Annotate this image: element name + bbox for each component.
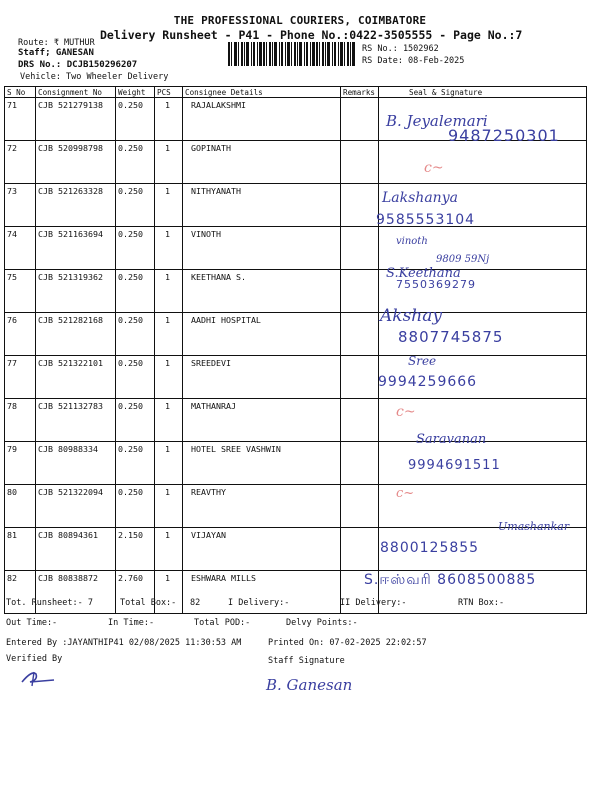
row-sno: 75 (5, 270, 36, 313)
row-weight: 0.250 (116, 313, 155, 356)
total-pod-label: Total POD:- (194, 618, 251, 628)
row-pcs: 1 (155, 227, 183, 270)
row-consignment-no: CJB 521279138 (36, 98, 116, 141)
out-time-label: Out Time:- (6, 618, 58, 628)
rs-number: RS No.: 1502962 (362, 44, 439, 54)
row-sno: 78 (5, 399, 36, 442)
handwritten-phone: 8807745875 (398, 328, 504, 346)
row-pcs: 1 (155, 270, 183, 313)
handwritten-phone: 8800125855 (380, 540, 480, 556)
row-remarks (341, 98, 379, 141)
col-header-sno: S No (5, 87, 36, 98)
delvy-points-label: Delvy Points:- (286, 618, 358, 628)
row-consignment-no: CJB 80988334 (36, 442, 116, 485)
row-remarks (341, 528, 379, 571)
row-weight: 0.250 (116, 98, 155, 141)
table-row (5, 227, 587, 270)
row-consignee: VIJAYAN (183, 528, 341, 571)
row-weight: 0.250 (116, 184, 155, 227)
row-consignee: ESHWARA MILLS (183, 571, 341, 614)
stamp-mark: c~ (396, 404, 416, 420)
row-consignment-no: CJB 521282168 (36, 313, 116, 356)
row-consignee: REAVTHY (183, 485, 341, 528)
row-consignment-no: CJB 520998798 (36, 141, 116, 184)
runsheet-table (4, 86, 587, 614)
col-header-remarks: Remarks (341, 87, 379, 98)
i-delivery-label: I Delivery:- (228, 598, 290, 608)
row-remarks (341, 270, 379, 313)
row-remarks (341, 227, 379, 270)
row-consignee: SREEDEVI (183, 356, 341, 399)
drs-number: DRS No.: DCJB150296207 (18, 60, 138, 70)
row-consignee: AADHI HOSPITAL (183, 313, 341, 356)
row-consignee: GOPINATH (183, 141, 341, 184)
handwritten-phone: 9585553104 (376, 212, 476, 228)
col-header-consignee: Consignee Details (183, 87, 341, 98)
company-name: THE PROFESSIONAL COURIERS, COIMBATORE (173, 14, 427, 27)
table-row (5, 528, 587, 571)
row-sno: 72 (5, 141, 36, 184)
stamp-mark: c~ (424, 160, 444, 176)
row-remarks (341, 356, 379, 399)
col-header-seal-signature: Seal & Signature (379, 87, 587, 98)
staff-signature-label: Staff Signature (268, 656, 345, 666)
table-header-row (5, 87, 587, 98)
row-weight: 0.250 (116, 227, 155, 270)
runsheet-title: Delivery Runsheet - P41 - Phone No.:0422-3505555 - Page No.:7 (100, 28, 523, 42)
row-sno: 82 (5, 571, 36, 614)
table-row (5, 141, 587, 184)
row-sno: 79 (5, 442, 36, 485)
row-signature (379, 141, 587, 184)
handwritten-signature: Sree (408, 354, 437, 368)
row-consignee: KEETHANA S. (183, 270, 341, 313)
row-sno: 81 (5, 528, 36, 571)
row-consignment-no: CJB 521163694 (36, 227, 116, 270)
row-weight: 0.250 (116, 442, 155, 485)
row-consignee: NITHYANATH (183, 184, 341, 227)
row-pcs: 1 (155, 184, 183, 227)
row-pcs: 1 (155, 442, 183, 485)
handwritten-signature: Lakshanya (382, 190, 458, 206)
col-header-weight: Weight (116, 87, 155, 98)
handwritten-signature: Saravanan (416, 432, 487, 447)
row-weight: 0.250 (116, 356, 155, 399)
staff-signature: B. Ganesan (266, 676, 353, 694)
printed-on: Printed On: 07-02-2025 22:02:57 (268, 638, 427, 648)
row-consignee: VINOTH (183, 227, 341, 270)
handwritten-phone: 9994691511 (408, 458, 501, 473)
row-consignment-no: CJB 521319362 (36, 270, 116, 313)
verified-by-label: Verified By (6, 654, 63, 664)
row-consignment-no: CJB 80894361 (36, 528, 116, 571)
row-pcs: 1 (155, 528, 183, 571)
row-sno: 74 (5, 227, 36, 270)
table-row (5, 270, 587, 313)
row-weight: 2.760 (116, 571, 155, 614)
row-pcs: 1 (155, 141, 183, 184)
handwritten-phone: 9487250301 (448, 126, 560, 145)
row-consignment-no: CJB 80838872 (36, 571, 116, 614)
rs-date: RS Date: 08-Feb-2025 (362, 56, 465, 66)
in-time-label: In Time:- (108, 618, 155, 628)
vehicle-label: Vehicle: Two Wheeler Delivery (20, 72, 169, 82)
row-pcs: 1 (155, 356, 183, 399)
handwritten-signature: Akshay (380, 306, 442, 326)
handwritten-note: S.ஈஸ்வரி 8608500885 (364, 572, 537, 588)
table-row (5, 184, 587, 227)
handwritten-phone: 9809 59Nj (436, 254, 490, 265)
row-remarks (341, 141, 379, 184)
staff-label: Staff; GANESAN (18, 48, 94, 58)
row-pcs: 1 (155, 98, 183, 141)
total-box-label: Total Box:- (120, 598, 177, 608)
row-remarks (341, 399, 379, 442)
handwritten-phone: 9994259666 (378, 374, 478, 390)
row-consignee: HOTEL SREE VASHWIN (183, 442, 341, 485)
row-consignment-no: CJB 521132783 (36, 399, 116, 442)
handwritten-signature: Umashankar (498, 520, 570, 533)
total-runsheet: Tot. Runsheet:- 7 (6, 598, 93, 608)
handwritten-signature: B. Jeyalemari (386, 112, 488, 130)
row-pcs: 1 (155, 571, 183, 614)
row-pcs: 1 (155, 399, 183, 442)
row-weight: 0.250 (116, 270, 155, 313)
rtn-box-label: RTN Box:- (458, 598, 505, 608)
handwritten-phone: 7550369279 (396, 278, 476, 291)
row-sno: 71 (5, 98, 36, 141)
row-consignee: RAJALAKSHMI (183, 98, 341, 141)
total-box-value: 82 (190, 598, 201, 608)
row-sno: 73 (5, 184, 36, 227)
route-label: Route: ₹ MUTHUR (18, 38, 95, 48)
row-sno: 76 (5, 313, 36, 356)
row-remarks (341, 184, 379, 227)
col-header-pcs: PCS (155, 87, 183, 98)
col-header-consignment: Consignment No (36, 87, 116, 98)
handwritten-signature: S.Keethana (386, 266, 461, 281)
row-sno: 77 (5, 356, 36, 399)
handwritten-signature: vinoth (396, 236, 428, 247)
row-weight: 0.250 (116, 399, 155, 442)
row-consignment-no: CJB 521263328 (36, 184, 116, 227)
stamp-mark: c~ (396, 486, 415, 501)
row-remarks (341, 442, 379, 485)
barcode-image (228, 42, 356, 66)
row-remarks (341, 485, 379, 528)
row-weight: 0.250 (116, 485, 155, 528)
row-weight: 0.250 (116, 141, 155, 184)
row-sno: 80 (5, 485, 36, 528)
table-row (5, 356, 587, 399)
verified-signature-mark (18, 668, 60, 688)
row-consignment-no: CJB 521322094 (36, 485, 116, 528)
table-row (5, 399, 587, 442)
row-weight: 2.150 (116, 528, 155, 571)
row-consignment-no: CJB 521322101 (36, 356, 116, 399)
row-pcs: 1 (155, 313, 183, 356)
ii-delivery-label: II Delivery:- (340, 598, 407, 608)
entered-by: Entered By :JAYANTHIP41 02/08/2025 11:30:53 AM (6, 638, 242, 648)
row-consignee: MATHANRAJ (183, 399, 341, 442)
row-pcs: 1 (155, 485, 183, 528)
row-remarks (341, 313, 379, 356)
